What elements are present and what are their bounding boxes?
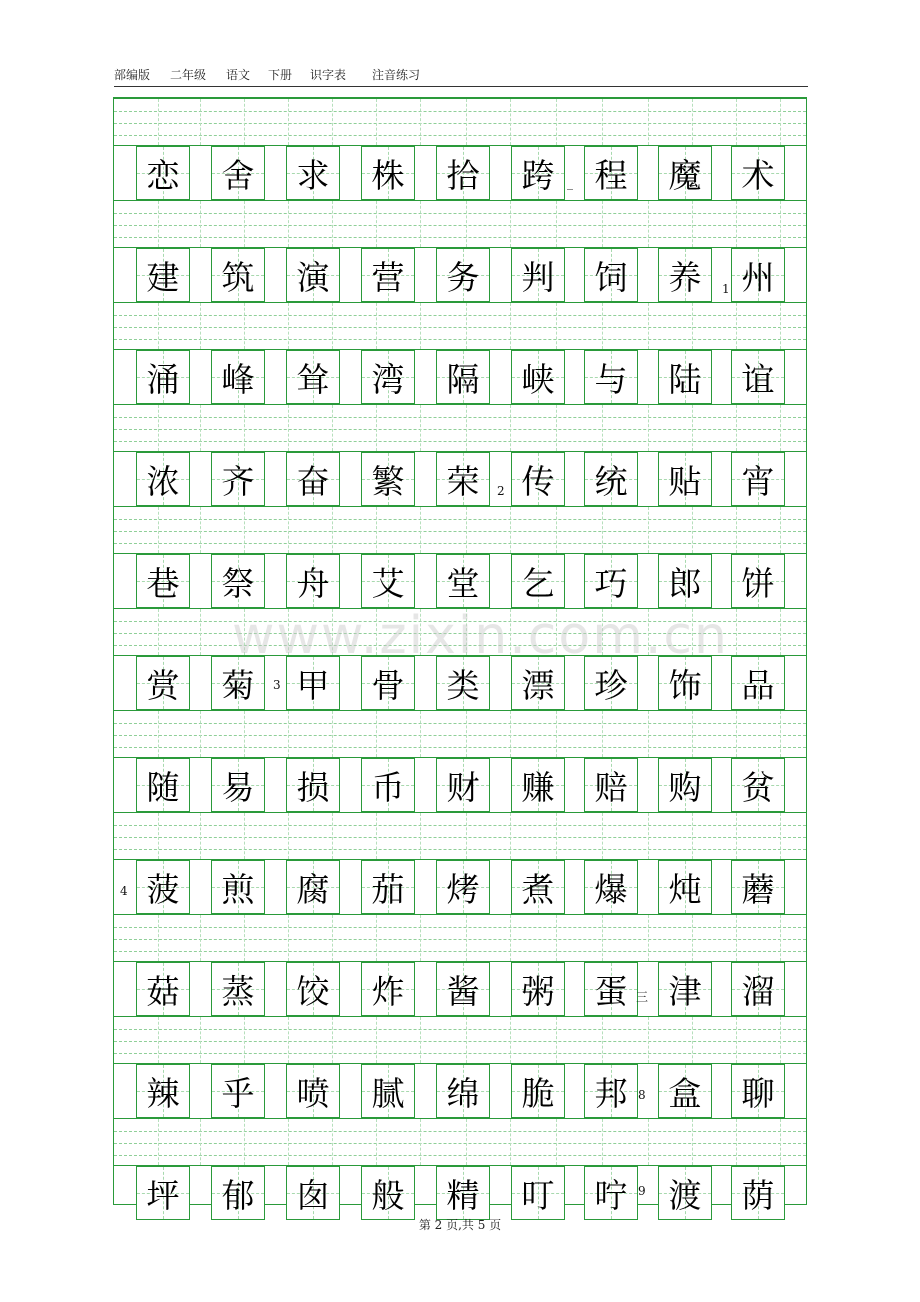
tianzige-grid xyxy=(113,97,807,1215)
character-glyph: 菇 xyxy=(146,971,180,1011)
character-cell xyxy=(731,860,785,914)
character-glyph: 峡 xyxy=(521,359,555,399)
character-glyph: 炖 xyxy=(668,869,702,909)
character-cell xyxy=(731,146,785,200)
character-glyph: 饼 xyxy=(741,563,775,603)
page-header xyxy=(114,66,808,87)
pinyin-writing-band xyxy=(114,608,806,656)
character-glyph: 蒸 xyxy=(221,971,255,1011)
character-glyph: 州 xyxy=(741,257,775,297)
pinyin-writing-band xyxy=(114,404,806,452)
character-cell xyxy=(136,350,190,404)
character-glyph: 购 xyxy=(668,767,702,807)
character-glyph: 煮 xyxy=(521,869,555,909)
character-cell xyxy=(658,758,712,812)
character-row xyxy=(114,554,806,608)
character-glyph: 蘑 xyxy=(741,869,775,909)
character-cell xyxy=(136,860,190,914)
character-cell xyxy=(436,452,490,506)
character-glyph: 腐 xyxy=(296,869,330,909)
character-glyph: 炸 xyxy=(371,971,405,1011)
character-cell xyxy=(211,656,265,710)
note-mark: 3 xyxy=(273,678,281,692)
character-cell xyxy=(361,1064,415,1118)
character-glyph: 脆 xyxy=(521,1073,555,1113)
pinyin-writing-band xyxy=(114,1016,806,1064)
character-glyph: 贴 xyxy=(668,461,702,501)
character-glyph: 乞 xyxy=(521,563,555,603)
character-cell xyxy=(136,248,190,302)
character-glyph: 求 xyxy=(296,155,330,195)
character-cell xyxy=(658,452,712,506)
character-glyph: 腻 xyxy=(371,1073,405,1113)
character-cell xyxy=(361,656,415,710)
character-cell xyxy=(511,248,565,302)
note-mark: 4 xyxy=(120,884,128,898)
character-glyph: 邦 xyxy=(594,1073,628,1113)
character-glyph: 涌 xyxy=(146,359,180,399)
character-glyph: 术 xyxy=(741,155,775,195)
character-cell xyxy=(136,758,190,812)
character-cell xyxy=(584,758,638,812)
pinyin-writing-band xyxy=(114,98,806,146)
pinyin-writing-band xyxy=(114,302,806,350)
character-cell xyxy=(436,350,490,404)
character-glyph: 陆 xyxy=(668,359,702,399)
character-row xyxy=(114,962,806,1016)
character-glyph: 骨 xyxy=(371,665,405,705)
character-glyph: 菠 xyxy=(146,869,180,909)
character-cell xyxy=(584,656,638,710)
character-glyph: 宵 xyxy=(741,461,775,501)
character-glyph: 程 xyxy=(594,155,628,195)
character-cell xyxy=(658,248,712,302)
character-cell xyxy=(511,452,565,506)
character-cell xyxy=(584,1166,638,1220)
character-cell xyxy=(211,1166,265,1220)
character-cell xyxy=(584,350,638,404)
character-glyph: 奋 xyxy=(296,461,330,501)
character-glyph: 辣 xyxy=(146,1073,180,1113)
character-glyph: 爆 xyxy=(594,869,628,909)
character-glyph: 务 xyxy=(446,257,480,297)
character-glyph: 饰 xyxy=(668,665,702,705)
character-cell xyxy=(361,860,415,914)
character-row xyxy=(114,452,806,506)
character-glyph: 烤 xyxy=(446,869,480,909)
character-row xyxy=(114,146,806,200)
character-glyph: 隔 xyxy=(446,359,480,399)
character-glyph: 巷 xyxy=(146,563,180,603)
character-glyph: 漂 xyxy=(521,665,555,705)
note-mark: 2 xyxy=(497,484,505,498)
character-glyph: 峰 xyxy=(221,359,255,399)
character-glyph: 荫 xyxy=(741,1175,775,1215)
character-cell xyxy=(136,146,190,200)
character-glyph: 传 xyxy=(521,461,555,501)
character-row xyxy=(114,656,806,710)
character-cell xyxy=(136,452,190,506)
character-glyph: 跨 xyxy=(521,155,555,195)
note-mark: 三 xyxy=(636,990,649,1004)
character-cell xyxy=(211,350,265,404)
character-cell xyxy=(436,962,490,1016)
character-glyph: 株 xyxy=(371,155,405,195)
character-glyph: 演 xyxy=(296,257,330,297)
character-glyph: 珍 xyxy=(594,665,628,705)
character-glyph: 赏 xyxy=(146,665,180,705)
character-cell xyxy=(731,452,785,506)
header-table: 识字表 xyxy=(310,68,347,82)
character-cell xyxy=(584,1064,638,1118)
character-cell xyxy=(361,554,415,608)
character-glyph: 祭 xyxy=(221,563,255,603)
character-glyph: 渡 xyxy=(668,1175,702,1215)
note-mark: 8 xyxy=(638,1088,646,1102)
character-cell xyxy=(286,248,340,302)
character-glyph: 粥 xyxy=(521,971,555,1011)
character-glyph: 恋 xyxy=(146,155,180,195)
character-glyph: 郎 xyxy=(668,563,702,603)
character-cell xyxy=(286,350,340,404)
character-cell xyxy=(286,1064,340,1118)
character-cell xyxy=(136,1166,190,1220)
character-glyph: 溜 xyxy=(741,971,775,1011)
character-cell xyxy=(658,860,712,914)
character-row xyxy=(114,1166,806,1220)
character-cell xyxy=(436,860,490,914)
character-cell xyxy=(286,962,340,1016)
character-cell xyxy=(511,758,565,812)
header-volume: 下册 xyxy=(268,68,293,82)
character-cell xyxy=(584,554,638,608)
character-glyph: 荣 xyxy=(446,461,480,501)
character-glyph: 郁 xyxy=(221,1175,255,1215)
character-cell xyxy=(511,1166,565,1220)
character-cell xyxy=(136,1064,190,1118)
character-cell xyxy=(584,860,638,914)
character-glyph: 浓 xyxy=(146,461,180,501)
character-cell xyxy=(511,656,565,710)
character-glyph: 繁 xyxy=(371,461,405,501)
character-glyph: 精 xyxy=(446,1175,480,1215)
character-glyph: 随 xyxy=(146,767,180,807)
character-glyph: 品 xyxy=(741,665,775,705)
character-cell xyxy=(658,554,712,608)
character-cell xyxy=(584,962,638,1016)
character-cell xyxy=(511,554,565,608)
character-cell xyxy=(511,860,565,914)
pinyin-writing-band xyxy=(114,1118,806,1166)
character-glyph: 谊 xyxy=(741,359,775,399)
page-footer: 第 2 页,共 5 页 xyxy=(418,1218,502,1232)
character-glyph: 与 xyxy=(594,359,628,399)
character-glyph: 津 xyxy=(668,971,702,1011)
character-glyph: 蛋 xyxy=(594,971,628,1011)
character-cell xyxy=(136,962,190,1016)
character-cell xyxy=(731,656,785,710)
character-cell xyxy=(658,962,712,1016)
character-cell xyxy=(211,962,265,1016)
pinyin-writing-band xyxy=(114,710,806,758)
character-cell xyxy=(286,452,340,506)
pinyin-writing-band xyxy=(114,506,806,554)
character-glyph: 叮 xyxy=(521,1175,555,1215)
character-glyph: 币 xyxy=(371,767,405,807)
character-row xyxy=(114,758,806,812)
character-cell xyxy=(436,146,490,200)
character-glyph: 煎 xyxy=(221,869,255,909)
character-glyph: 建 xyxy=(146,257,180,297)
header-edition: 部编版 xyxy=(114,68,151,82)
character-cell xyxy=(658,656,712,710)
character-glyph: 齐 xyxy=(221,461,255,501)
character-cell xyxy=(436,1166,490,1220)
character-glyph: 巧 xyxy=(594,563,628,603)
character-glyph: 损 xyxy=(296,767,330,807)
note-mark: _ xyxy=(567,176,573,190)
character-glyph: 筑 xyxy=(221,257,255,297)
header-exercise: 注音练习 xyxy=(372,68,421,82)
header-grade: 二年级 xyxy=(170,68,207,82)
character-glyph: 舟 xyxy=(296,563,330,603)
character-cell xyxy=(731,1166,785,1220)
character-cell xyxy=(731,1064,785,1118)
character-glyph: 饲 xyxy=(594,257,628,297)
character-cell xyxy=(658,1064,712,1118)
character-cell xyxy=(286,656,340,710)
character-glyph: 聊 xyxy=(741,1073,775,1113)
character-cell xyxy=(436,656,490,710)
character-cell xyxy=(211,1064,265,1118)
character-glyph: 茄 xyxy=(371,869,405,909)
character-glyph: 酱 xyxy=(446,971,480,1011)
character-glyph: 般 xyxy=(371,1175,405,1215)
character-glyph: 菊 xyxy=(221,665,255,705)
character-glyph: 舍 xyxy=(221,155,255,195)
character-glyph: 饺 xyxy=(296,971,330,1011)
character-glyph: 坪 xyxy=(146,1175,180,1215)
character-row xyxy=(114,248,806,302)
character-glyph: 易 xyxy=(221,767,255,807)
character-glyph: 财 xyxy=(446,767,480,807)
character-cell xyxy=(658,350,712,404)
character-cell xyxy=(658,146,712,200)
character-cell xyxy=(286,554,340,608)
character-cell xyxy=(511,962,565,1016)
character-cell xyxy=(584,146,638,200)
character-glyph: 拾 xyxy=(446,155,480,195)
character-glyph: 贫 xyxy=(741,767,775,807)
character-glyph: 赔 xyxy=(594,767,628,807)
character-cell xyxy=(211,146,265,200)
character-cell xyxy=(136,554,190,608)
character-cell xyxy=(211,554,265,608)
character-row xyxy=(114,1064,806,1118)
character-cell xyxy=(731,962,785,1016)
character-cell xyxy=(286,1166,340,1220)
character-cell xyxy=(361,248,415,302)
character-glyph: 喷 xyxy=(296,1073,330,1113)
character-row xyxy=(114,860,806,914)
character-cell xyxy=(436,554,490,608)
character-cell xyxy=(286,860,340,914)
character-row xyxy=(114,350,806,404)
character-cell xyxy=(436,758,490,812)
character-cell xyxy=(211,452,265,506)
character-cell xyxy=(511,1064,565,1118)
character-cell xyxy=(211,248,265,302)
character-cell xyxy=(511,350,565,404)
note-mark: 1 xyxy=(722,282,730,296)
character-glyph: 乎 xyxy=(221,1073,255,1113)
character-glyph: 耸 xyxy=(296,359,330,399)
character-cell xyxy=(286,758,340,812)
character-cell xyxy=(731,758,785,812)
note-mark: 9 xyxy=(638,1184,646,1198)
character-cell xyxy=(361,146,415,200)
pinyin-writing-band xyxy=(114,914,806,962)
character-cell xyxy=(211,860,265,914)
character-cell xyxy=(731,248,785,302)
character-cell xyxy=(731,350,785,404)
character-glyph: 绵 xyxy=(446,1073,480,1113)
character-cell xyxy=(436,248,490,302)
character-glyph: 湾 xyxy=(371,359,405,399)
character-cell xyxy=(436,1064,490,1118)
character-glyph: 魔 xyxy=(668,155,702,195)
character-glyph: 营 xyxy=(371,257,405,297)
character-cell xyxy=(731,554,785,608)
character-cell xyxy=(361,962,415,1016)
character-cell xyxy=(361,452,415,506)
character-cell xyxy=(584,452,638,506)
character-glyph: 艾 xyxy=(371,563,405,603)
character-cell xyxy=(511,146,565,200)
character-glyph: 盒 xyxy=(668,1073,702,1113)
pinyin-writing-band xyxy=(114,200,806,248)
header-subject: 语文 xyxy=(226,68,251,82)
character-cell xyxy=(361,350,415,404)
character-cell xyxy=(658,1166,712,1220)
character-glyph: 养 xyxy=(668,257,702,297)
character-glyph: 类 xyxy=(446,665,480,705)
character-glyph: 赚 xyxy=(521,767,555,807)
pinyin-writing-band xyxy=(114,812,806,860)
character-cell xyxy=(361,758,415,812)
character-cell xyxy=(584,248,638,302)
character-glyph: 囱 xyxy=(296,1175,330,1215)
character-glyph: 统 xyxy=(594,461,628,501)
character-cell xyxy=(361,1166,415,1220)
character-glyph: 判 xyxy=(521,257,555,297)
character-glyph: 咛 xyxy=(594,1175,628,1215)
character-glyph: 甲 xyxy=(296,665,330,705)
watermark: www.zixin.com.cn xyxy=(232,606,729,666)
character-cell xyxy=(211,758,265,812)
character-cell xyxy=(286,146,340,200)
character-glyph: 堂 xyxy=(446,563,480,603)
character-cell xyxy=(136,656,190,710)
